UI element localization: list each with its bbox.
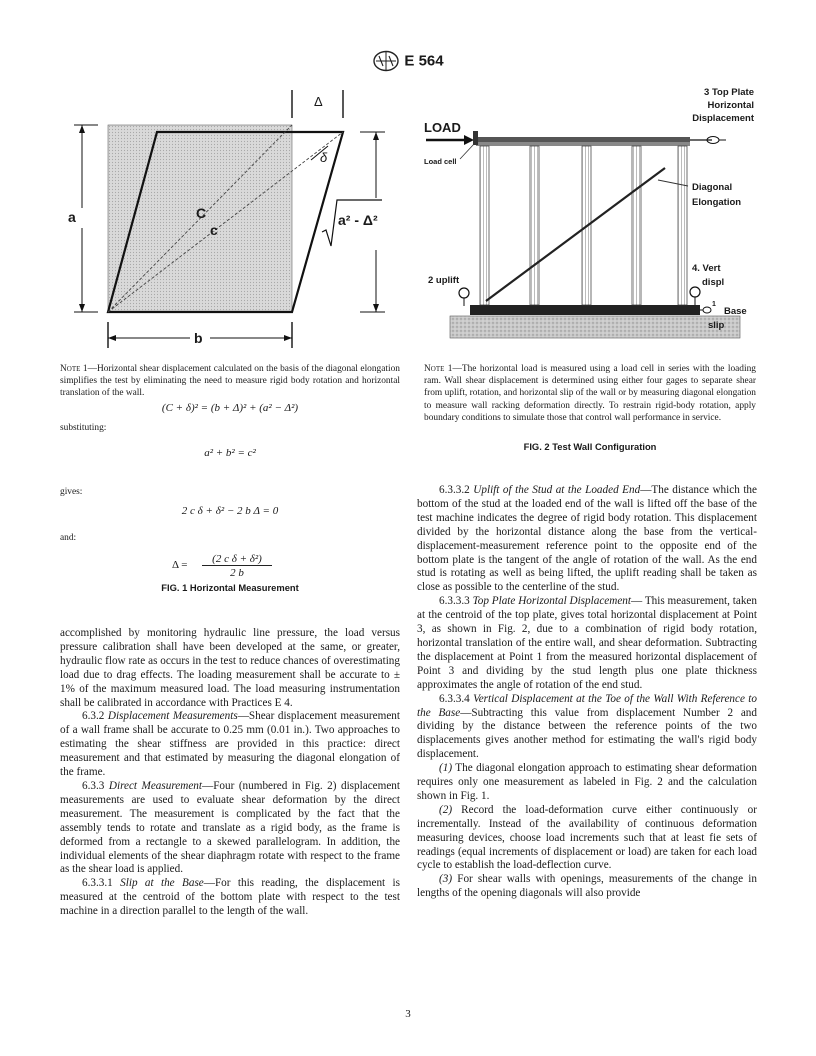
paragraph-load-calibration: accomplished by monitoring hydraulic line pressure, the load versus pressure calibration shall have been developed at the same, or greater, hydraulic flow rate as occurs in the test to reduce chances of overestimating load due to drag effects. The loading measurement shall be accurate to ± 1% of the maximum measured load. The load measuring instrumentation shall be calibrated in accordance with Practices E 4. [60,627,400,709]
fig2-vert-displ-label: 4. Vert displ [692,263,725,288]
document-code: E 564 [404,52,444,70]
left-column-text [60,627,400,919]
fig1-note-prefix: Note 1 [60,364,88,374]
fig1-note [60,363,400,400]
fig1-substituting-label: substituting: [60,423,107,433]
fig1-b-label: b [194,330,203,346]
paragraph-6-3-2: 6.3.2 Displacement Measurements—Shear displacement measurement of a wall frame shall be accurate to 0.25 mm (0.01 in.). Two approaches to estimating the shear stiffness are provided in this practice: direct measurement and that estimated by measuring the diagonal elongation of the frame. [60,710,400,779]
fig1-equation-2: a² + b² = c² [204,447,256,459]
fig2-uplift-label: 2 uplift [428,275,460,286]
fig1-equation-3: 2 c δ + δ² − 2 b Δ = 0 [181,505,279,517]
figure-2-diagram [420,86,760,348]
fig2-load-cell-label: Load cell [424,157,457,166]
paragraph-6-3-3-2: 6.3.3.2 Uplift of the Stud at the Loaded End—The distance which the bottom of the stud at the loaded end of the wall is lifted off the base of the test machine indicates the degree of rigid body rotation. This displacement divided by the horizontal distance along the base from the vertical-displacement-measurement reference point to the opposite end of the bottom plate is the tangent of the angle of rotation of the wall. As the end stud is rotating as well as being lifted, the uplift reading shall be taken as close as possible to the centerline of the stud. [417,484,757,594]
fig2-diagonal-label: Diagonal Elongation [692,182,742,208]
astm-logo-icon [372,50,400,72]
fig2-note [424,363,756,424]
fig1-note-text: —Horizontal shear displacement calculated on the basis of the diagonal elongation simplifies the test by eliminating the need to measure rigid body rotation and horizontal translation of the wall. [60,364,400,399]
fig1-and-label: and: [60,533,77,543]
paragraph-6-3-3: 6.3.3 Direct Measurement—Four (numbered in Fig. 2) displacement measurements are used to evaluate shear deformation by the direct measurement. The measurement is complicated by the fact that the assembly tends to rotate and translate as a rigid body, as the frame is deformed from a rectangle to a skewed parallelogram. In addition, the individual elements of the shear diaphragm rotate with respect to the frame as the shear load is applied. [60,779,400,876]
fig2-slip-label: slip [708,320,725,331]
paragraph-item-3: (3) For shear walls with openings, measurements of the change in lengths of the opening diagonals will also provide [417,873,757,900]
paragraph-6-3-3-1: 6.3.3.1 Slip at the Base—For this reading, the displacement is measured at the centroid of the bottom plate with respect to the test machine in a direction parallel to the length of the wall. [60,877,400,918]
page-number: 3 [405,1008,411,1020]
paragraph-item-1: (1) The diagonal elongation approach to estimating shear deformation requires only one measurement as labeled in Fig. 2 and the calculation shown in Fig. 1. [417,762,757,802]
paragraph-6-3-3-4: 6.3.3.4 Vertical Displacement at the Toe of the Wall With Reference to the Base—Subtracting this value from displacement Number 2 and dividing by the distance between the reference points of the two displacements gives another method for estimating the wall's rigid body displacement. [417,692,758,761]
fig2-note-prefix: Note 1 [424,364,453,374]
fig1-C-label: C [196,205,207,221]
fig1-equation-1: (C + δ)² = (b + Δ)² + (a² − Δ²) [161,402,299,414]
fig1-delta-small-label: δ [320,150,328,165]
fig2-point-1-label: 1 [712,301,716,308]
paragraph-6-3-3-3: 6.3.3.3 Top Plate Horizontal Displacement— This measurement, taken at the centroid of the top plate, gives total horizontal displacement at Point 3, as shown in Fig. 2, due to a combination of rigid body rotation, horizontal translation of the entire wall, and shear deformation. Subtracting the displacement at Point 1 from the measured horizontal displacement of Point 3 and dividing by the stud length plus one plate thickness approximates the angle of rotation of the end stud. [417,595,757,691]
fig1-caption: FIG. 1 Horizontal Measurement [161,582,299,593]
right-column-text [417,484,757,901]
fig1-delta-label: Δ [314,94,323,109]
paragraph-item-2: (2) Record the load-deformation curve either continuously or incrementally. Instead of the availability of continuous deformation measuring devices, choose load increments such that at least fie sets of readings (equal increments of displacement or load) are taken for each load cycle to establish the load-deflection curve. [417,803,757,872]
fig2-note-text: —The horizontal load is measured using a load cell in series with the loading ram. Wall shear displacement is determined using either four gages to separate shear from uplift, rotation, and horizontal slip of the wall or by measuring diagonal elongation to measure wall racking deformation directly. To restrain rigid-body rotation, apply boundary conditions to simulate those that control wall performance in service. [424,364,756,423]
fig2-caption: FIG. 2 Test Wall Configuration [523,441,657,452]
fig1-gives-label: gives: [60,487,83,497]
fig1-c-label: c [210,222,218,238]
fig1-sqrt-expression: a² - Δ² [338,212,378,228]
fig1-a-label: a [68,209,76,225]
fig2-top-plate-label: 3 Top Plate Horizontal Displacement [692,87,754,124]
fig2-load-label: LOAD [424,120,461,135]
page-header [0,50,816,72]
fig2-base-label: Base [724,306,747,317]
